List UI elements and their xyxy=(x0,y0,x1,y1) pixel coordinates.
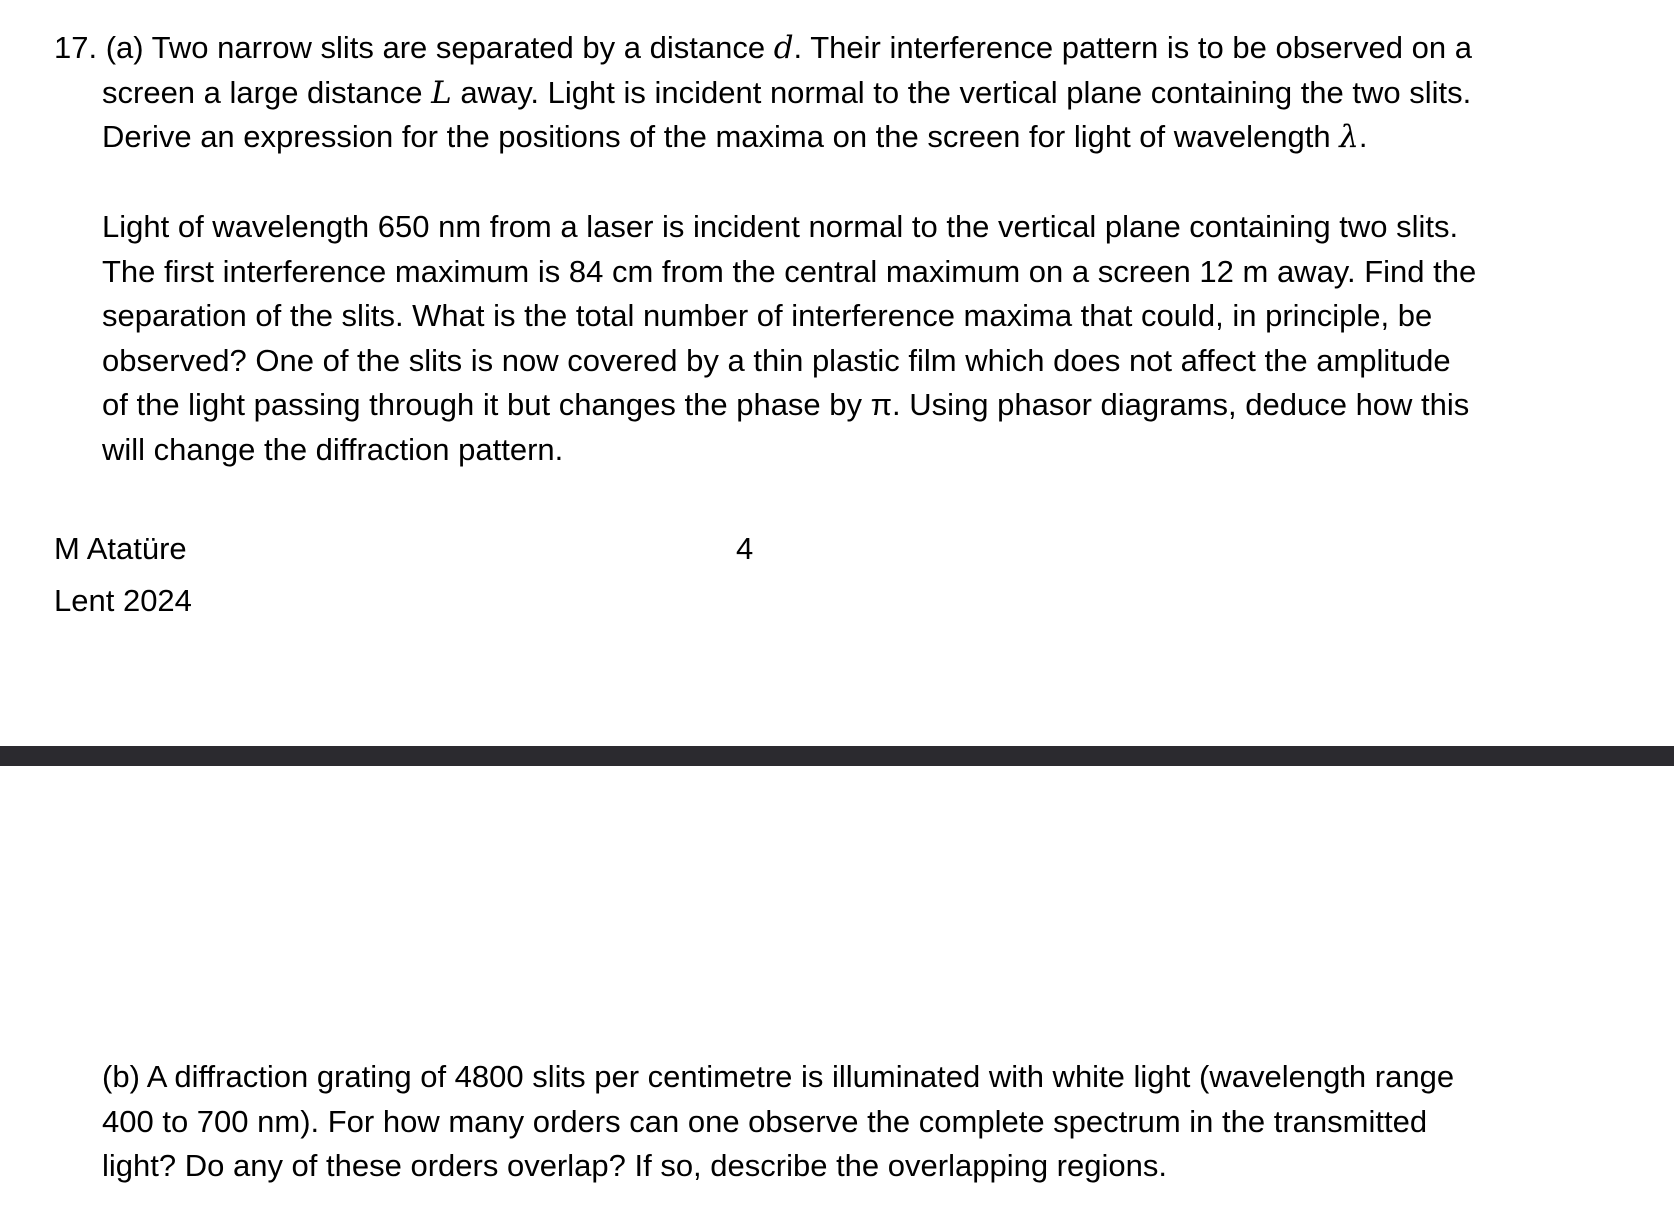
text-line: light? Do any of these orders overlap? If so, describe the overlapping regions. xyxy=(102,1148,1167,1183)
text-line: separation of the slits. What is the total number of interference maxima that could, in principle, be xyxy=(102,298,1433,333)
question-17a-intro xyxy=(54,26,1472,160)
text-line: will change the diffraction pattern. xyxy=(102,431,564,467)
math-symbol-d: d xyxy=(773,30,794,66)
text-line: The first interference maximum is 84 cm from the central maximum on a screen 12 m away. Find the xyxy=(102,253,1477,289)
text-line: screen a large distance L away. Light is incident normal to the vertical plane containing the two slits. xyxy=(102,74,1472,111)
footer-author: M Atatüre xyxy=(54,531,187,566)
math-symbol-L: L xyxy=(431,74,452,111)
footer-term: Lent 2024 xyxy=(54,583,192,618)
page-number: 4 xyxy=(736,531,754,566)
math-symbol-lambda: λ xyxy=(1339,119,1359,155)
question-17b xyxy=(102,1055,1454,1189)
text-line: observed? One of the slits is now covered by a thin plastic film which does not affect the amplitude xyxy=(102,342,1451,378)
text-line: Derive an expression for the positions of the maxima on the screen for light of wavelength λ. xyxy=(102,119,1368,155)
text-line: 400 to 700 nm). For how many orders can one observe the complete spectrum in the transmitted xyxy=(102,1103,1428,1139)
text-line: (b) A diffraction grating of 4800 slits per centimetre is illuminated with white light (wavelength range xyxy=(102,1059,1455,1094)
page-divider xyxy=(0,746,1674,766)
question-17a-body xyxy=(102,205,1476,472)
text-line: Light of wavelength 650 nm from a laser is incident normal to the vertical plane containing two slits. xyxy=(102,209,1459,244)
text-line: 17. (a) Two narrow slits are separated by a distance d. Their interference pattern is to be observed on a xyxy=(54,30,1472,66)
text-line: of the light passing through it but changes the phase by π. Using phasor diagrams, deduce how this xyxy=(102,387,1470,422)
